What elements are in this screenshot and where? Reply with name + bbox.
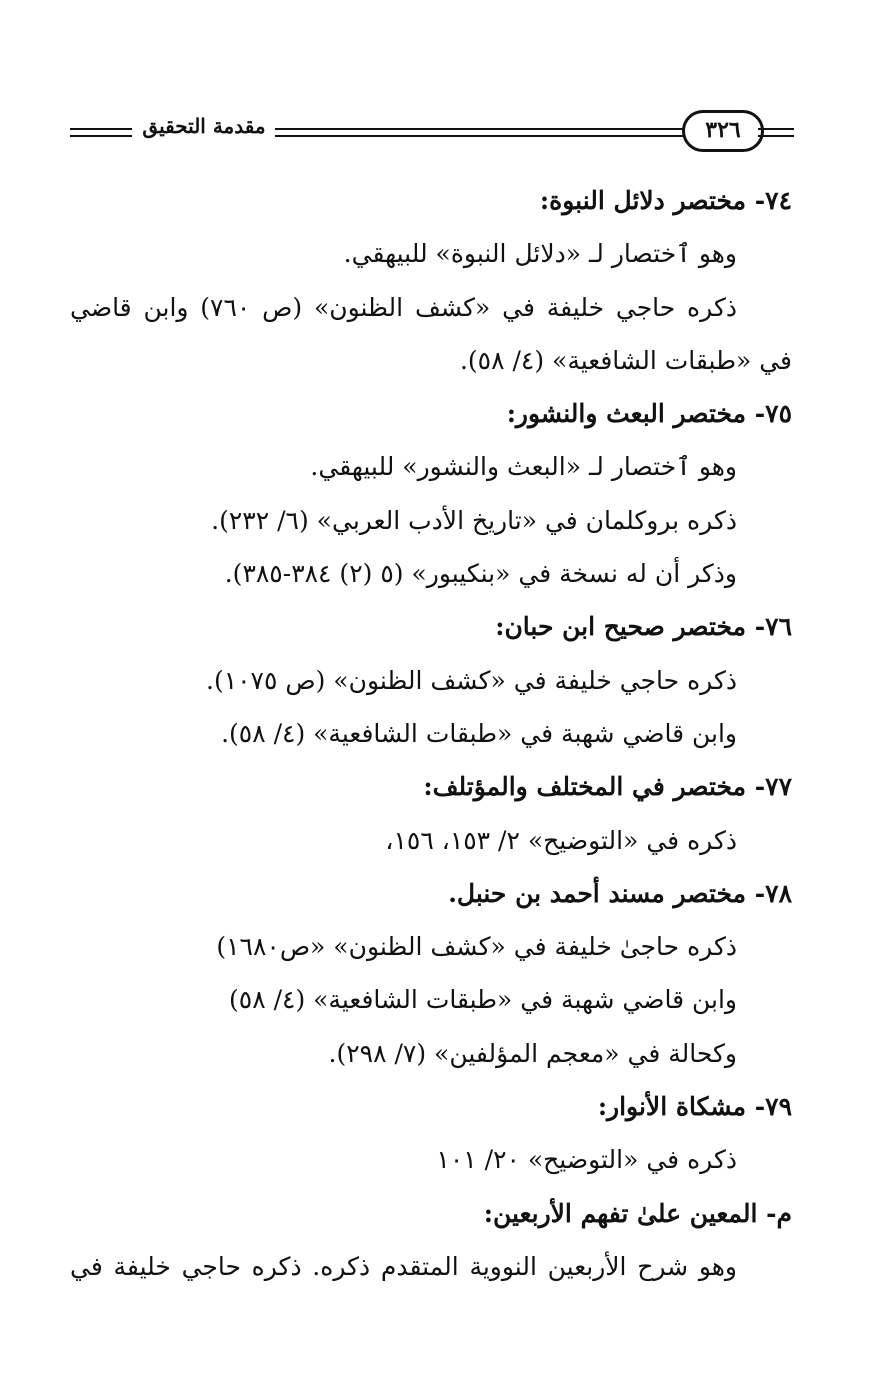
header-rule-right [758, 128, 794, 137]
entry-text-line: في «طبقات الشافعية» (٤/ ٥٨). [459, 345, 792, 375]
entry-text-line: وذكر أن له نسخة في «بنكيبور» (٥ (٢) ٣٨٤-٣٨٥). [224, 559, 737, 589]
entry-heading-77: ٧٧- مختصر في المختلف والمؤتلف: [423, 772, 792, 802]
entry-heading-m: م- المعين علىٰ تفهم الأربعين: [483, 1198, 792, 1228]
running-title: مقدمة التحقيق [142, 114, 266, 138]
page-body [70, 174, 792, 1293]
entry-text-line: ذكره حاجي خليفة في «كشف الظنون» (ص ٧٦٠) وابن قاضي [70, 292, 737, 322]
entry-text-line: وابن قاضي شهبة في «طبقات الشافعية» (٤/ ٥٨). [221, 718, 737, 748]
page-number: ٣٢٦ [682, 110, 764, 152]
entry-text-line: وابن قاضي شهبة في «طبقات الشافعية» (٤/ ٥٨) [229, 985, 737, 1015]
entry-heading-74: ٧٤- مختصر دلائل النبوة: [539, 186, 792, 215]
entry-text-line: ذكره بروكلمان في «تاريخ الأدب العربي» (٦/ ٢٣٢). [211, 505, 737, 535]
entry-heading-79: ٧٩- مشكاة الأنوار: [597, 1092, 792, 1122]
page-header [70, 106, 794, 156]
entry-text-line: وهو شرح الأربعين النووية المتقدم ذكره. ذكره حاجي خليفة في [70, 1251, 737, 1281]
entry-text-line: ذكره حاجىٰ خليفة في «كشف الظنون» «ص١٦٨٠) [216, 932, 737, 962]
entry-text-line: ذكره حاجي خليفة في «كشف الظنون» (ص ١٠٧٥). [206, 665, 737, 695]
entry-text-line: وهو ٱختصار لـ «دلائل النبوة» للبيهقي. [343, 239, 737, 269]
entry-heading-78: ٧٨- مختصر مسند أحمد بن حنبل. [448, 878, 792, 908]
entry-text-line: ذكره في «التوضيح» ٢٠/ ١٠١ [436, 1145, 737, 1175]
entry-heading-76: ٧٦- مختصر صحيح ابن حبان: [495, 612, 792, 642]
entry-text-line: وهو ٱختصار لـ «البعث والنشور» للبيهقي. [310, 452, 737, 482]
entry-heading-75: ٧٥- مختصر البعث والنشور: [506, 399, 792, 429]
header-rule-left [70, 128, 132, 137]
entry-text-line: ذكره في «التوضيح» ٢/ ١٥٣، ١٥٦، [385, 825, 737, 855]
entry-text-line: وكحالة في «معجم المؤلفين» (٧/ ٢٩٨). [328, 1038, 737, 1068]
